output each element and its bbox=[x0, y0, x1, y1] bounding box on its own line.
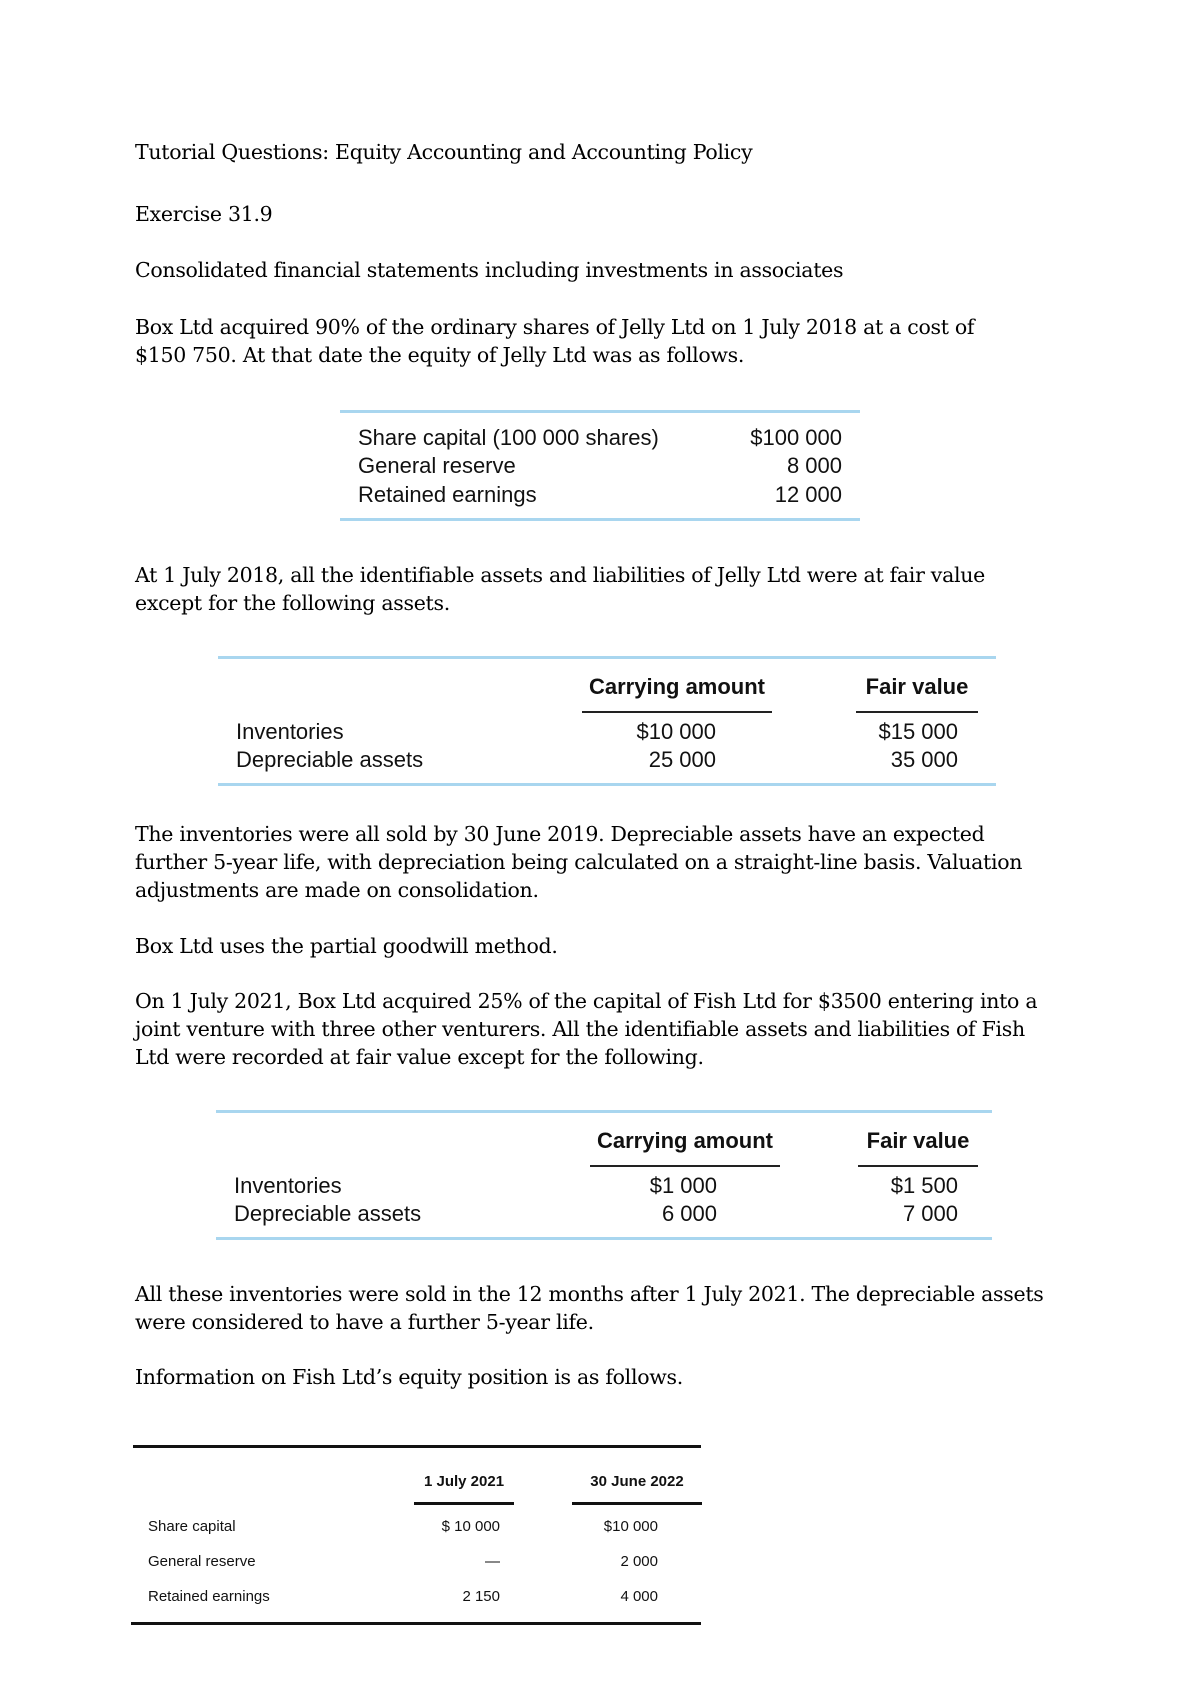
table-row-label: Inventories bbox=[234, 1173, 342, 1198]
table-bottom-rule bbox=[131, 1622, 701, 1625]
paragraph-fair-value: At 1 July 2018, all the identifiable assets and liabilities of Jelly Ltd were at fair value except for the following assets. bbox=[135, 563, 985, 615]
table-row-label: Depreciable assets bbox=[236, 747, 424, 772]
paragraph-goodwill-method: Box Ltd uses the partial goodwill method. bbox=[135, 934, 558, 958]
column-header-2021: 1 July 2021 bbox=[423, 1473, 505, 1490]
table-row-label: Share capital bbox=[148, 1518, 236, 1535]
column-header-carrying: Carrying amount bbox=[596, 1128, 774, 1153]
table-cell-2022: 2 000 bbox=[620, 1553, 658, 1570]
column-header-fair-value: Fair value bbox=[866, 1128, 970, 1153]
table-cell-fair: $15 000 bbox=[878, 719, 958, 744]
table-row-value: $100 000 bbox=[750, 425, 842, 450]
table-cell-fair: 7 000 bbox=[902, 1201, 958, 1226]
exercise-subtitle: Consolidated financial statements including investments in associates bbox=[135, 258, 844, 282]
table-top-rule bbox=[133, 1445, 701, 1448]
table-bottom-rule bbox=[216, 1237, 992, 1240]
table-row-label: Inventories bbox=[236, 719, 344, 744]
table-row-value: 12 000 bbox=[774, 482, 842, 507]
table-cell-2021: — bbox=[485, 1553, 500, 1570]
column-header-carrying: Carrying amount bbox=[588, 674, 766, 699]
table-row-label: Depreciable assets bbox=[234, 1201, 422, 1226]
table-cell-fair: $1 500 bbox=[890, 1173, 958, 1198]
table-cell-fair: 35 000 bbox=[890, 747, 958, 772]
page-title: Tutorial Questions: Equity Accounting and Accounting Policy bbox=[135, 140, 753, 164]
header-underline bbox=[590, 1165, 780, 1167]
header-underline bbox=[582, 711, 772, 713]
paragraph-depreciation: The inventories were all sold by 30 June 2019. Depreciable assets have an expected further 5-year life, with depreciation being calculated on a straight-line basis. Valuation adjustments are made on consolidation. bbox=[135, 822, 1023, 902]
table-cell-2022: 4 000 bbox=[620, 1588, 658, 1605]
table-row-label: General reserve bbox=[148, 1553, 256, 1570]
paragraph-acquisition: Box Ltd acquired 90% of the ordinary shares of Jelly Ltd on 1 July 2018 at a cost of $150 750. At that date the equity of Jelly Ltd was as follows. bbox=[135, 315, 975, 367]
header-underline bbox=[572, 1502, 702, 1505]
table-cell-2021: $ 10 000 bbox=[441, 1518, 500, 1535]
paragraph-joint-venture: On 1 July 2021, Box Ltd acquired 25% of the capital of Fish Ltd for $3500 entering into a joint venture with three other venturers. All the identifiable assets and liabilities of Fish Ltd were recorded at fair value except for the following. bbox=[135, 989, 1038, 1069]
table-row-label: General reserve bbox=[358, 453, 516, 478]
paragraph-equity-info: Information on Fish Ltd’s equity position is as follows. bbox=[135, 1365, 683, 1389]
table-cell-carrying: $1 000 bbox=[649, 1173, 717, 1198]
table-top-rule bbox=[340, 410, 860, 413]
table-bottom-rule bbox=[218, 783, 996, 786]
table-row-label: Share capital (100 000 shares) bbox=[358, 425, 659, 450]
table-row-value: 8 000 bbox=[786, 453, 842, 478]
table-top-rule bbox=[216, 1110, 992, 1113]
header-underline bbox=[858, 1165, 978, 1167]
table-bottom-rule bbox=[340, 518, 860, 521]
table-cell-2021: 2 150 bbox=[462, 1588, 500, 1605]
table-cell-carrying: $10 000 bbox=[636, 719, 716, 744]
header-underline bbox=[414, 1502, 514, 1505]
table-cell-carrying: 6 000 bbox=[661, 1201, 717, 1226]
column-header-2022: 30 June 2022 bbox=[590, 1473, 684, 1490]
column-header-fair-value: Fair value bbox=[865, 674, 969, 699]
table-row-label: Retained earnings bbox=[358, 482, 537, 507]
table-cell-2022: $10 000 bbox=[603, 1518, 658, 1535]
table-row-label: Retained earnings bbox=[148, 1588, 270, 1605]
exercise-heading: Exercise 31.9 bbox=[135, 202, 273, 226]
header-underline bbox=[856, 711, 978, 713]
paragraph-inventories-sold: All these inventories were sold in the 12 months after 1 July 2021. The depreciable assets were considered to have a further 5-year life. bbox=[135, 1282, 1044, 1334]
table-top-rule bbox=[218, 656, 996, 659]
table-cell-carrying: 25 000 bbox=[648, 747, 716, 772]
